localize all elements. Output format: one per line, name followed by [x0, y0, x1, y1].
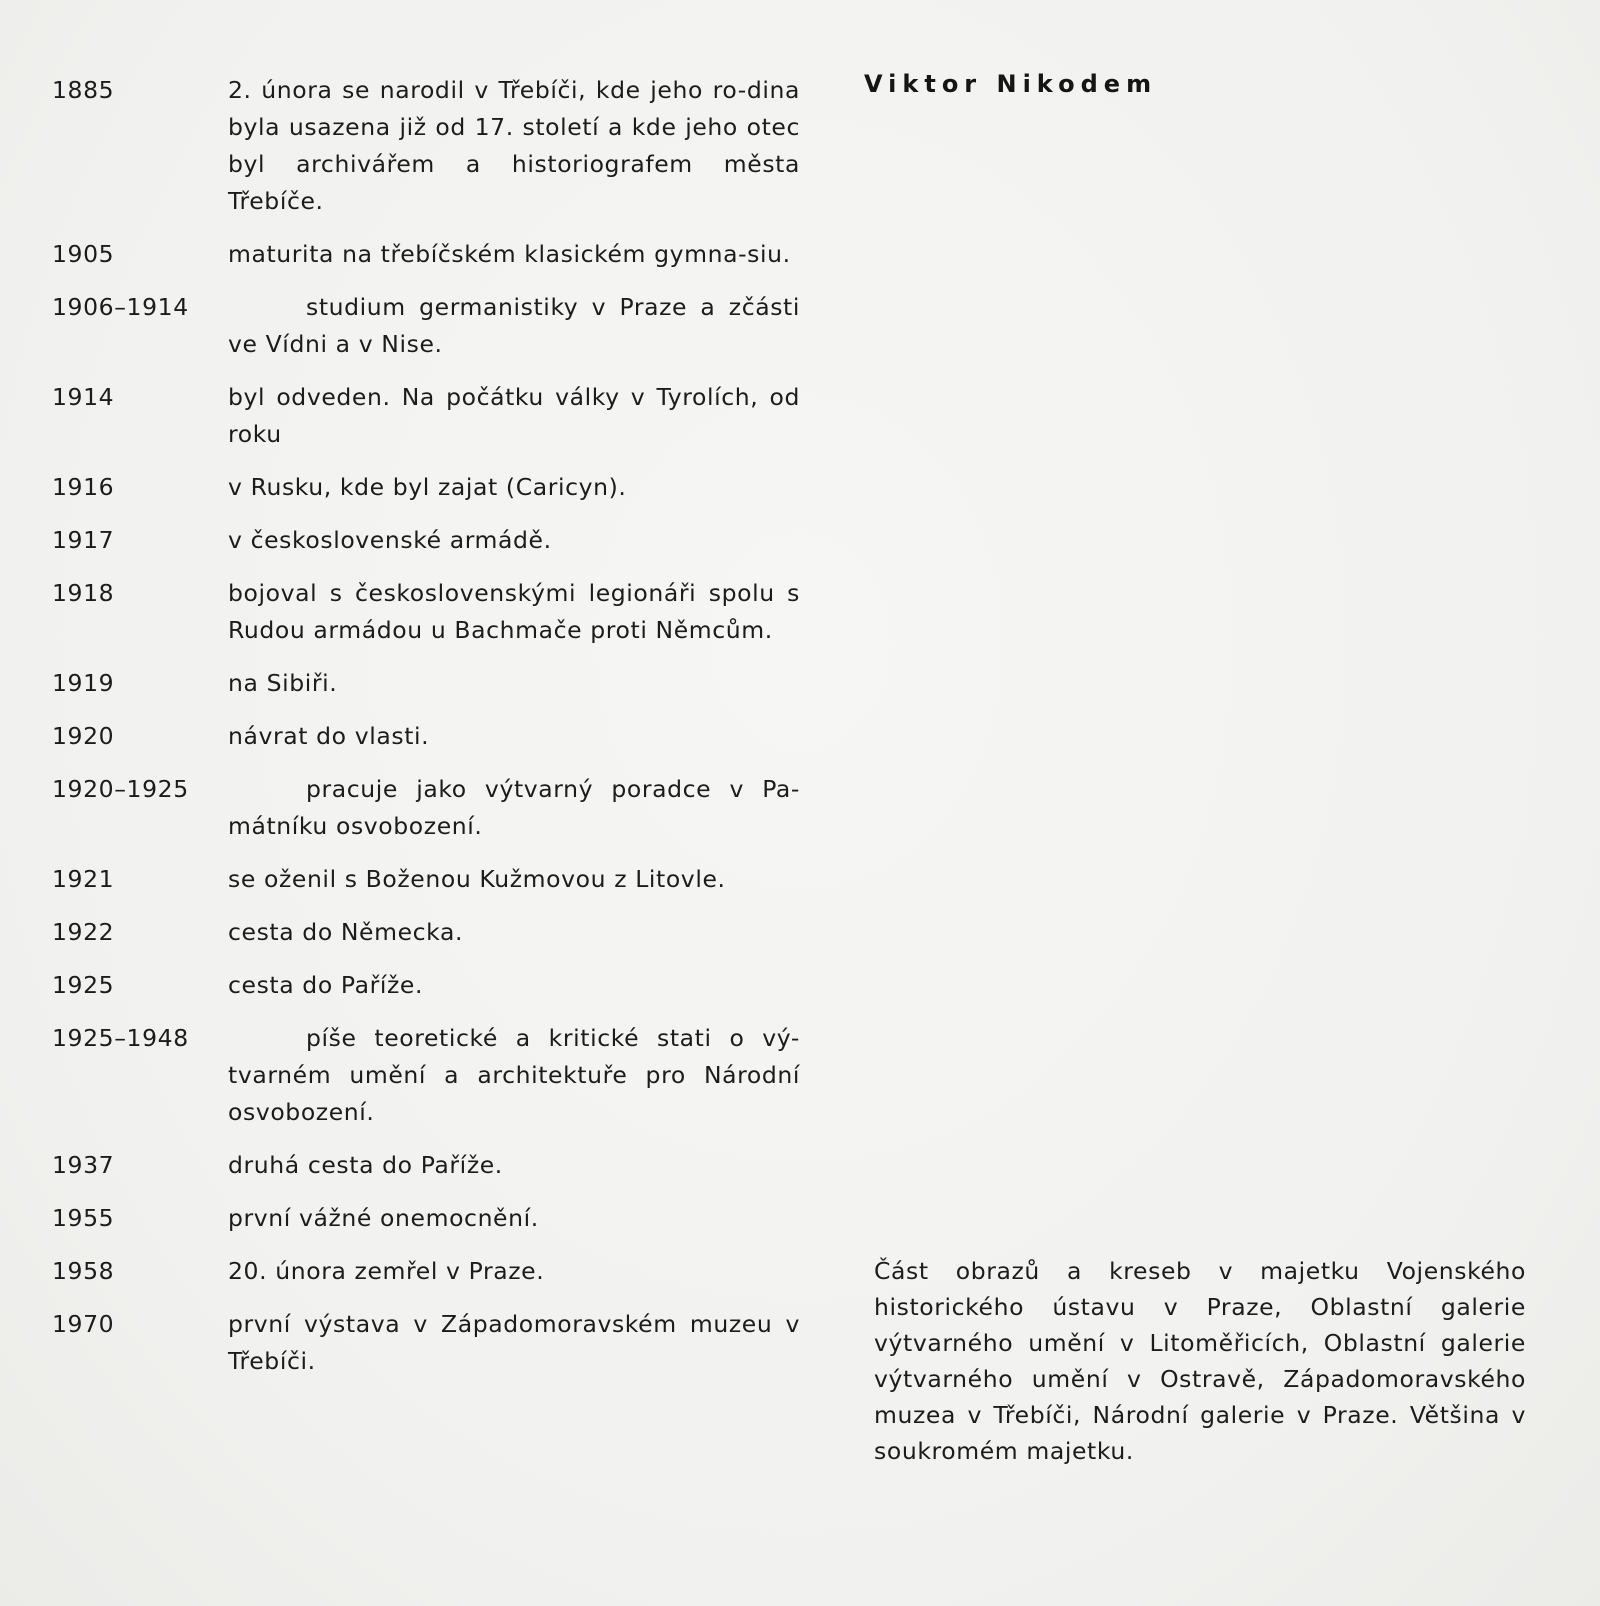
chronology-entry [52, 1306, 800, 1380]
entry-text: bojoval s československými legionáři spolu s Rudou armádou u Bachmače proti Němcům. [228, 579, 800, 644]
chronology-entry [52, 967, 800, 1004]
entry-year: 1955 [52, 1204, 115, 1232]
entry-text: 20. února zemřel v Praze. [228, 1257, 545, 1285]
entry-year: 1921 [52, 865, 115, 893]
entry-year: 1916 [52, 473, 115, 501]
entry-year: 1958 [52, 1257, 115, 1285]
entry-year: 1905 [52, 240, 115, 268]
entry-year: 1885 [52, 76, 115, 104]
entry-year: 1920–1925 [52, 775, 189, 803]
entry-text: cesta do Německa. [228, 918, 464, 946]
entry-year: 1906–1914 [52, 293, 189, 321]
chronology-entry [52, 1200, 800, 1237]
entry-year: 1922 [52, 918, 115, 946]
entry-text: studium germanistiky v Praze a zčásti ve Vídni a v Nise. [228, 293, 800, 358]
entry-text: na Sibiři. [228, 669, 338, 697]
entry-year: 1914 [52, 383, 115, 411]
entry-text: se oženil s Boženou Kužmovou z Litovle. [228, 865, 726, 893]
chronology-entry [52, 718, 800, 755]
entry-text: v československé armádě. [228, 526, 552, 554]
entry-text: první výstava v Západomoravském muzeu v Třebíči. [228, 1310, 800, 1375]
chronology-entry [52, 1253, 800, 1290]
entry-year: 1937 [52, 1151, 115, 1179]
entry-text: v Rusku, kde byl zajat (Caricyn). [228, 473, 627, 501]
chronology-entry [52, 771, 800, 845]
chronology-entry [52, 236, 800, 273]
entry-year: 1925–1948 [52, 1024, 189, 1052]
page-title: Viktor Nikodem [864, 70, 1158, 98]
chronology-entry [52, 1147, 800, 1184]
entry-text: píše teoretické a kritické stati o vý-tvarném umění a architektuře pro Národní osvobození. [228, 1024, 800, 1126]
chronology-entry [52, 289, 800, 363]
chronology-entry [52, 1020, 800, 1131]
chronology-entry [52, 522, 800, 559]
entry-text: maturita na třebíčském klasickém gymna-siu. [228, 240, 791, 268]
entry-text: první vážné onemocnění. [228, 1204, 539, 1232]
chronology-entry [52, 914, 800, 951]
chronology [52, 72, 800, 1396]
chronology-entry [52, 861, 800, 898]
chronology-entry [52, 72, 800, 220]
entry-text: pracuje jako výtvarný poradce v Pa-mátníku osvobození. [228, 775, 800, 840]
chronology-entry [52, 469, 800, 506]
chronology-entry [52, 575, 800, 649]
entry-year: 1970 [52, 1310, 115, 1338]
entry-year: 1920 [52, 722, 115, 750]
entry-year: 1919 [52, 669, 115, 697]
entry-text: návrat do vlasti. [228, 722, 430, 750]
collections-note: Část obrazů a kreseb v majetku Vojenského historického ústavu v Praze, Oblastní galerie výtvarného umění v Litoměřicích, Oblastní galerie výtvarného umění v Ostravě, Západomoravského muzea v Třebíči, Národní galerie v Praze. Většina v soukromém majetku. [874, 1257, 1526, 1465]
entry-text: byl odveden. Na počátku války v Tyrolích, od roku [228, 383, 800, 448]
entry-year: 1925 [52, 971, 115, 999]
entry-text: cesta do Paříže. [228, 971, 424, 999]
chronology-entry [52, 379, 800, 453]
entry-year: 1918 [52, 579, 115, 607]
chronology-entry [52, 665, 800, 702]
entry-text: 2. února se narodil v Třebíči, kde jeho ro-dina byla usazena již od 17. století a kde jeho otec byl archivářem a historiografem města Třebíče. [228, 76, 800, 215]
entry-text: druhá cesta do Paříže. [228, 1151, 503, 1179]
entry-year: 1917 [52, 526, 115, 554]
